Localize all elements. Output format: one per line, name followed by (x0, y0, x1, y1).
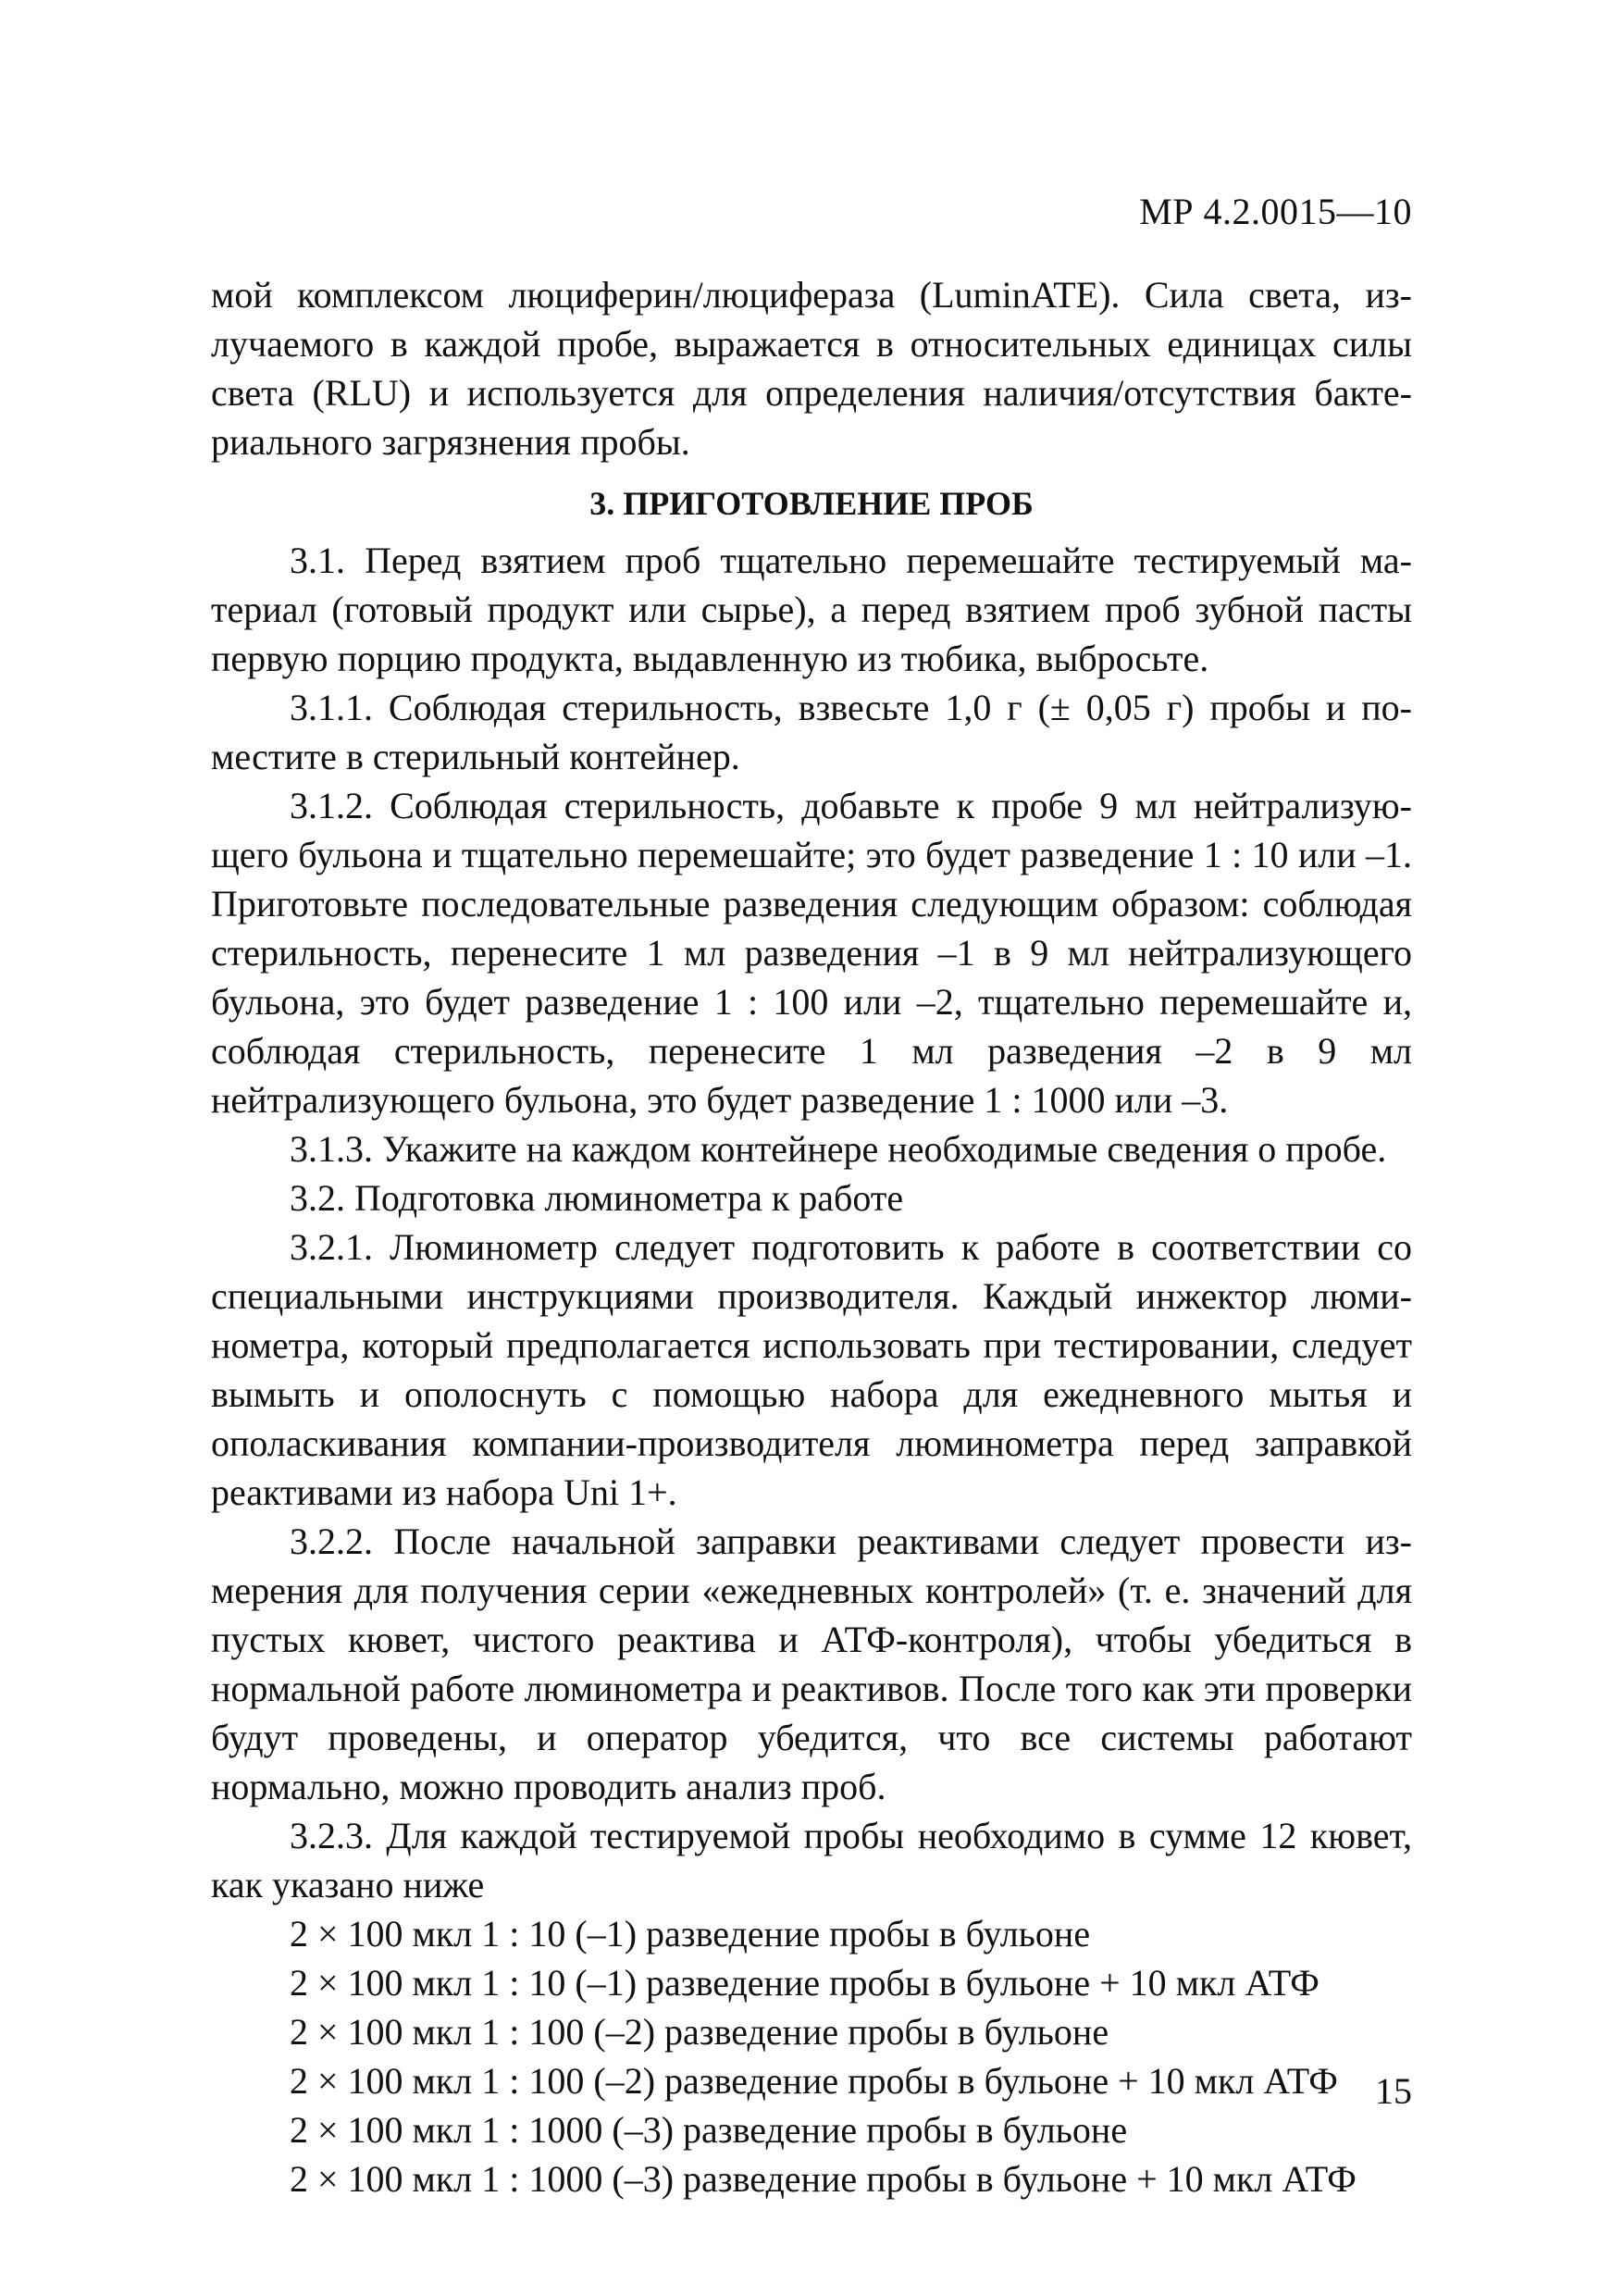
paragraph-3-2-3: 3.2.3. Для каждой тестируемой пробы необходимо в сумме 12 кювет, как указано ниже (211, 1815, 1412, 1905)
paragraph-3-1: 3.1. Перед взятием проб тщательно перемешайте тестируемый материал (готовый продукт или сырье), а перед взятием проб зубной пасты первую порцию продукта, выдавленную из тюбика, выбросьте. (211, 540, 1412, 679)
running-header: МР 4.2.0015—10 (1139, 191, 1412, 232)
paragraph-3-1-2: 3.1.2. Соблюдая стерильность, добавьте к пробе 9 мл нейтрализующего бульона и тщательно перемешайте; это будет разведение 1 : 10 или –1. Приготовьте последовательные разведения следующим образом: соблюдая стерильность, перенесите 1 мл разведения –1 в 9 мл нейтрализующего бульона, это будет разведение 1 : 100 или –2, тщательно перемешайте и, соблюдая стерильность, перенесите 1 мл разведения –2 в 9 мл нейтрализующего бульона, это будет разведение 1 : 1000 или –3. (211, 785, 1412, 1121)
section-heading: 3. ПРИГОТОВЛЕНИЕ ПРОБ (589, 485, 1034, 522)
list-item: 2 × 100 мкл 1 : 100 (–2) разведение пробы в бульоне (290, 2011, 1109, 2053)
paragraph-3-1-3: 3.1.3. Укажите на каждом контейнере необходимые сведения о пробе. (290, 1128, 1387, 1170)
document-body (211, 270, 1412, 2203)
paragraph-3-1-1: 3.1.1. Соблюдая стерильность, взвесьте 1,0 г (± 0,05 г) пробы и поместите в стерильный контейнер. (211, 687, 1412, 777)
cuvette-list (211, 1909, 1412, 2203)
paragraph-3-2: 3.2. Подготовка люминометра к работе (290, 1177, 904, 1219)
intro-paragraph: мой комплексом люциферин/люцифераза (LuminATE). Сила света, излучаемого в каждой пробе, выражается в относительных единицах силы света (RLU) и используется для определения наличия/отсутствия бактериального загрязнения пробы. (211, 274, 1412, 463)
list-item: 2 × 100 мкл 1 : 10 (–1) разведение пробы в бульоне (290, 1913, 1091, 1955)
list-item: 2 × 100 мкл 1 : 1000 (–3) разведение пробы в бульоне (290, 2109, 1128, 2151)
paragraph-3-2-2: 3.2.2. После начальной заправки реактивами следует провести измерения для получения серии «ежедневных контролей» (т. е. значений для пустых кювет, чистого реактива и АТФ-контроля), чтобы убедиться в нормальной работе люминометра и реактивов. После того как эти проверки будут проведены, и оператор убедится, что все системы работают нормально, можно проводить анализ проб. (211, 1520, 1412, 1807)
list-item: 2 × 100 мкл 1 : 1000 (–3) разведение пробы в бульоне + 10 мкл АТФ (290, 2158, 1357, 2200)
paragraph-3-2-1: 3.2.1. Люминометр следует подготовить к работе в соответствии со специальными инструкциями производителя. Каждый инжектор люминометра, который предполагается использовать при тестировании, следует вымыть и ополоснуть с помощью набора для ежедневного мытья и ополаскивания компании-производителя люминометра перед заправкой реактивами из набора Uni 1+. (211, 1226, 1412, 1513)
list-item: 2 × 100 мкл 1 : 100 (–2) разведение пробы в бульоне + 10 мкл АТФ (290, 2060, 1338, 2102)
list-item: 2 × 100 мкл 1 : 10 (–1) разведение пробы в бульоне + 10 мкл АТФ (290, 1962, 1319, 2004)
page-number: 15 (1375, 2070, 1412, 2112)
